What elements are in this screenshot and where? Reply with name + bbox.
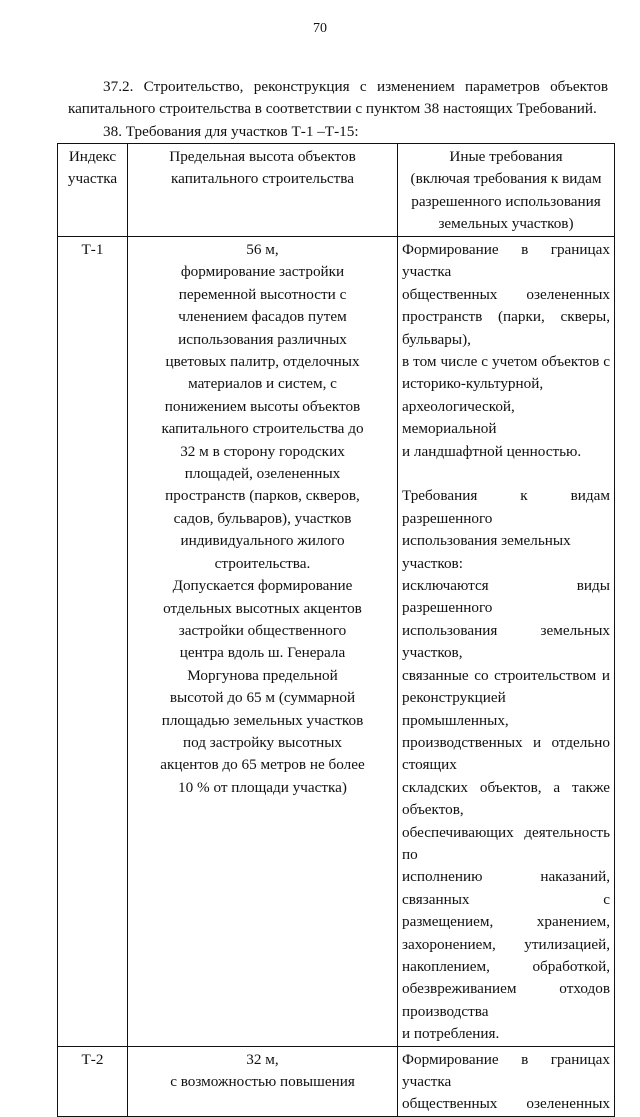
text-line: производственных и отдельно стоящих xyxy=(402,733,610,774)
text-line: материалов и систем, с xyxy=(188,375,337,393)
text-line: 10 % от площади участка) xyxy=(178,778,347,796)
page-number: 70 xyxy=(313,21,327,36)
text-line: 56 м, xyxy=(246,241,279,258)
text-line: понижением высоты объектов xyxy=(164,397,361,415)
cell-index: Т-1 xyxy=(58,237,128,1047)
table-header-row xyxy=(58,144,615,237)
text-line: накоплением, обработкой, xyxy=(402,957,610,975)
text-line: и потребления. xyxy=(402,1025,500,1043)
text-line: с возможностью повышения xyxy=(170,1073,355,1091)
header-line: участка xyxy=(67,170,118,188)
header-max-height xyxy=(128,144,398,237)
text-line: обеспечивающих деятельность по xyxy=(402,823,610,863)
text-line: в том числе с учетом объектов с xyxy=(402,353,610,371)
text-line: 32 м, xyxy=(246,1050,279,1068)
header-line: разрешенного использования xyxy=(411,192,601,210)
text-line: переменной высотности с xyxy=(178,285,347,303)
header-line: Предельная высота объектов xyxy=(169,148,356,165)
text-line: использования различных xyxy=(178,330,347,348)
text-line: исключаются виды разрешенного xyxy=(402,577,610,617)
text-line: связанные со строительством и xyxy=(402,666,610,684)
text-line: Формирование в границах участка xyxy=(402,241,610,281)
text-line: членением фасадов путем xyxy=(178,308,347,326)
paragraph-gap xyxy=(402,463,610,485)
text-line: размещением, хранением, xyxy=(402,913,610,931)
text-line: историко-культурной, xyxy=(402,375,544,393)
text-line: площадью земельных участков xyxy=(161,711,364,729)
text-line: центра вдоль ш. Генерала xyxy=(179,644,346,662)
table-row xyxy=(58,1046,615,1116)
text-line: застройки общественного xyxy=(178,621,347,639)
text-line: под застройку высотных xyxy=(182,733,343,751)
paragraph-37-2: 37.2. Строительство, реконструкция с изменением параметров объектов капитального строительства в соответствии с пунктом 38 настоящих Требований. xyxy=(68,78,608,117)
text-line: строительства. xyxy=(214,554,311,572)
text-line: захоронением, утилизацией, xyxy=(402,935,610,953)
requirements-table xyxy=(57,143,615,1117)
text-line: площадей, озелененных xyxy=(184,465,341,483)
text-line: садов, бульваров), участков xyxy=(173,509,352,527)
cell-max-height xyxy=(128,1046,398,1116)
paragraph-38: 38. Требования для участков Т-1 –Т-15: xyxy=(103,123,359,140)
text-line: отдельных высотных акцентов xyxy=(163,599,362,617)
text-line: 32 м в сторону городских xyxy=(180,442,345,460)
cell-index: Т-2 xyxy=(58,1046,128,1116)
header-line: земельных участков) xyxy=(438,215,574,233)
cell-max-height xyxy=(128,237,398,1047)
text-line: общественных озелененных xyxy=(402,285,610,303)
text-line: капитального строительства до xyxy=(161,420,364,438)
header-line: Индекс xyxy=(68,148,117,165)
header-line: капитального строительства xyxy=(171,170,354,188)
text-line: реконструкцией промышленных, xyxy=(402,689,509,729)
text-line: Формирование в границах участка xyxy=(402,1050,610,1091)
text-line: акцентов до 65 метров не более xyxy=(160,756,365,774)
table-row xyxy=(58,237,615,1047)
text-line: использования земельных участков, xyxy=(402,621,610,662)
text-line: высотой до 65 м (суммарной xyxy=(169,689,356,707)
text-line: исполнению наказаний, связанных с xyxy=(402,868,610,908)
cell-other-requirements xyxy=(398,1046,615,1116)
text-line: индивидуального жилого xyxy=(180,532,345,550)
text-line: формирование застройки xyxy=(180,263,345,281)
header-line: Иные требования xyxy=(449,148,563,165)
text-line: Моргунова предельной xyxy=(187,666,338,684)
text-line: цветовых палитр, отделочных xyxy=(165,353,360,371)
text-line: Допускается формирование xyxy=(172,577,353,595)
header-other-requirements xyxy=(398,144,615,237)
text-line: пространств (парки, скверы, бульвары), xyxy=(402,308,610,348)
text-line: общественных озелененных xyxy=(402,1095,610,1113)
text-line: пространств (парков, скверов, xyxy=(165,487,360,505)
text-line: складских объектов, а также объектов, xyxy=(402,778,610,819)
text-line: обезвреживанием отходов производства xyxy=(402,980,610,1020)
header-line: (включая требования к видам xyxy=(410,170,602,188)
header-index xyxy=(58,144,128,237)
text-line: использования земельных участков: xyxy=(402,532,571,572)
text-line: археологической, мемориальной xyxy=(402,397,515,438)
text-line: Требования к видам разрешенного xyxy=(402,487,610,527)
cell-other-requirements xyxy=(398,237,615,1047)
text-line: и ландшафтной ценностью. xyxy=(402,442,582,460)
